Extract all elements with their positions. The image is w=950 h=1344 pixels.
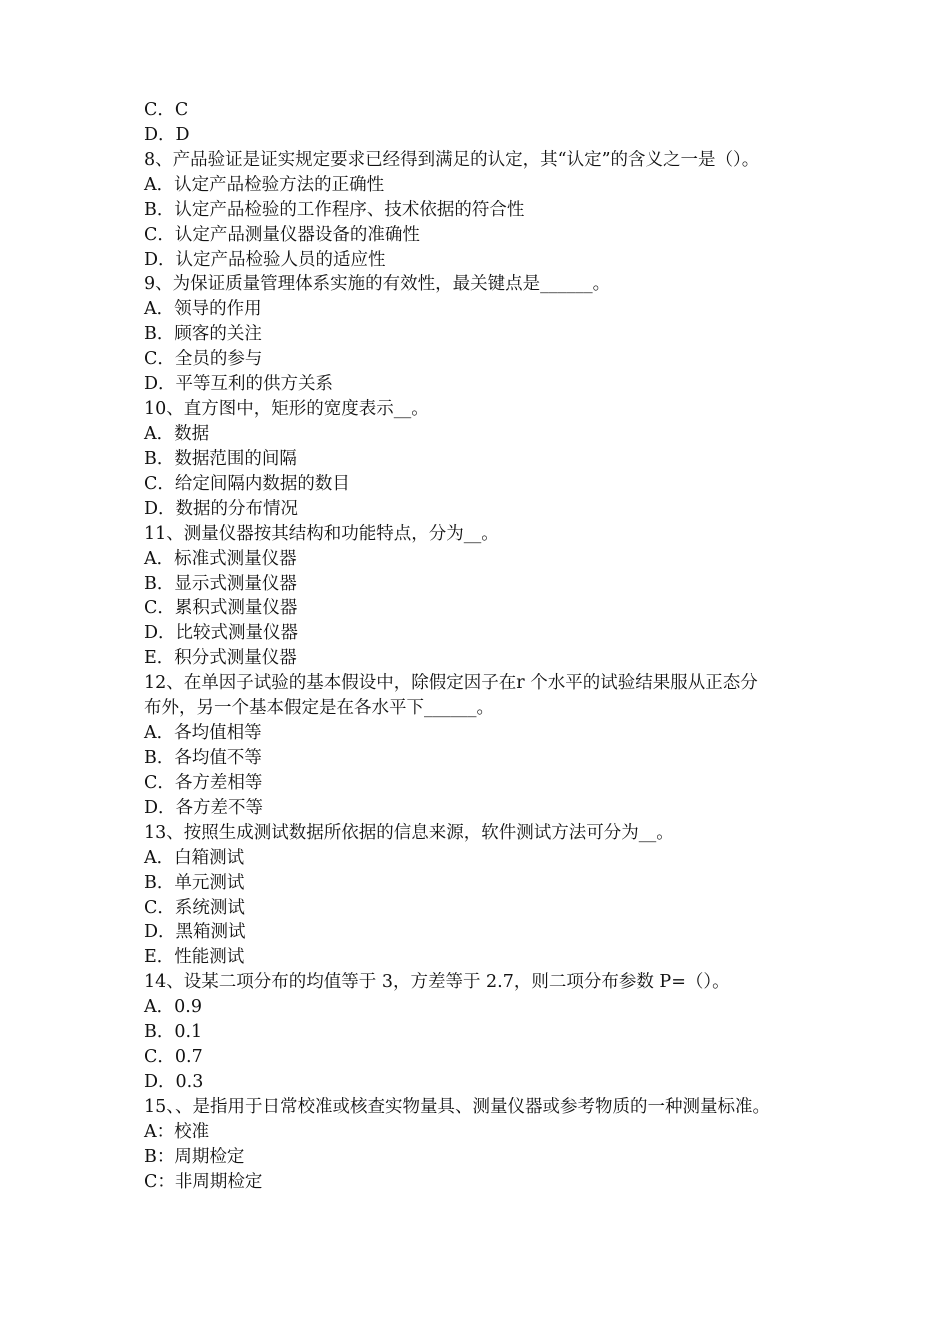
text-line: E．积分式测量仪器 (144, 648, 297, 669)
text-line: A．0.9 (144, 997, 202, 1018)
text-line: C．C (144, 100, 189, 120)
text-line: C．累积式测量仪器 (144, 598, 298, 619)
text-line: A．领导的作用 (144, 299, 262, 320)
text-line: 9、为保证质量管理体系实施的有效性，最关键点是______。 (144, 274, 611, 295)
text-line: B．显示式测量仪器 (144, 573, 297, 594)
text-line: D．黑箱测试 (144, 922, 246, 943)
text-line: D．D (144, 124, 190, 145)
text-line: E．性能测试 (144, 947, 245, 968)
text-line: 14、设某二项分布的均值等于 3，方差等于 2.7，则二项分布参数 P=（）。 (144, 972, 730, 993)
text-line: B．单元测试 (144, 872, 245, 893)
text-line: 13、按照生成测试数据所依据的信息来源，软件测试方法可分为__。 (144, 822, 674, 843)
text-line: B．顾客的关注 (144, 324, 262, 345)
text-line: C．各方差相等 (144, 772, 263, 793)
text-line: 布外，另一个基本假定是在各水平下______。 (144, 698, 494, 719)
text-line: 15、、是指用于日常校准或核查实物量具、测量仪器或参考物质的一种测量标准。 (144, 1096, 771, 1117)
text-line: B．0.1 (144, 1022, 203, 1043)
text-line: B．数据范围的间隔 (144, 448, 297, 469)
text-line: D．0.3 (144, 1071, 204, 1092)
text-line: C．全员的参与 (144, 349, 263, 370)
text-line: A．数据 (144, 423, 210, 444)
text-line: B．各均值不等 (144, 747, 262, 768)
text-line: B：周期检定 (144, 1146, 245, 1167)
text-line: C．给定间隔内数据的数目 (144, 473, 350, 494)
text-line: D．数据的分布情况 (144, 498, 299, 519)
text-line: A：校准 (144, 1121, 210, 1142)
text-line: D．各方差不等 (144, 797, 264, 818)
text-line: D．比较式测量仪器 (144, 623, 299, 644)
text-line: C．系统测试 (144, 897, 245, 918)
text-line: 12、在单因子试验的基本假设中，除假定因子在r 个水平的试验结果服从正态分 (144, 673, 758, 694)
text-line: B．认定产品检验的工作程序、技术依据的符合性 (144, 199, 525, 220)
text-line: C．0.7 (144, 1047, 203, 1068)
text-line: D．认定产品检验人员的适应性 (144, 249, 386, 270)
text-line: 8、产品验证是证实规定要求已经得到满足的认定，其“认定”的含义之一是（）。 (144, 149, 760, 170)
text-line: 10、直方图中，矩形的宽度表示__。 (144, 399, 429, 420)
text-line: A．认定产品检验方法的正确性 (144, 174, 385, 195)
text-line: 11、测量仪器按其结构和功能特点，分为__。 (144, 523, 499, 544)
text-line: C．认定产品测量仪器设备的准确性 (144, 224, 420, 245)
document-body (144, 98, 824, 1195)
text-line: D．平等互利的供方关系 (144, 374, 334, 395)
text-line: C：非周期检定 (144, 1171, 263, 1192)
text-line: A．各均值相等 (144, 723, 262, 744)
text-line: A．标准式测量仪器 (144, 548, 297, 569)
text-line: A．白箱测试 (144, 847, 245, 868)
